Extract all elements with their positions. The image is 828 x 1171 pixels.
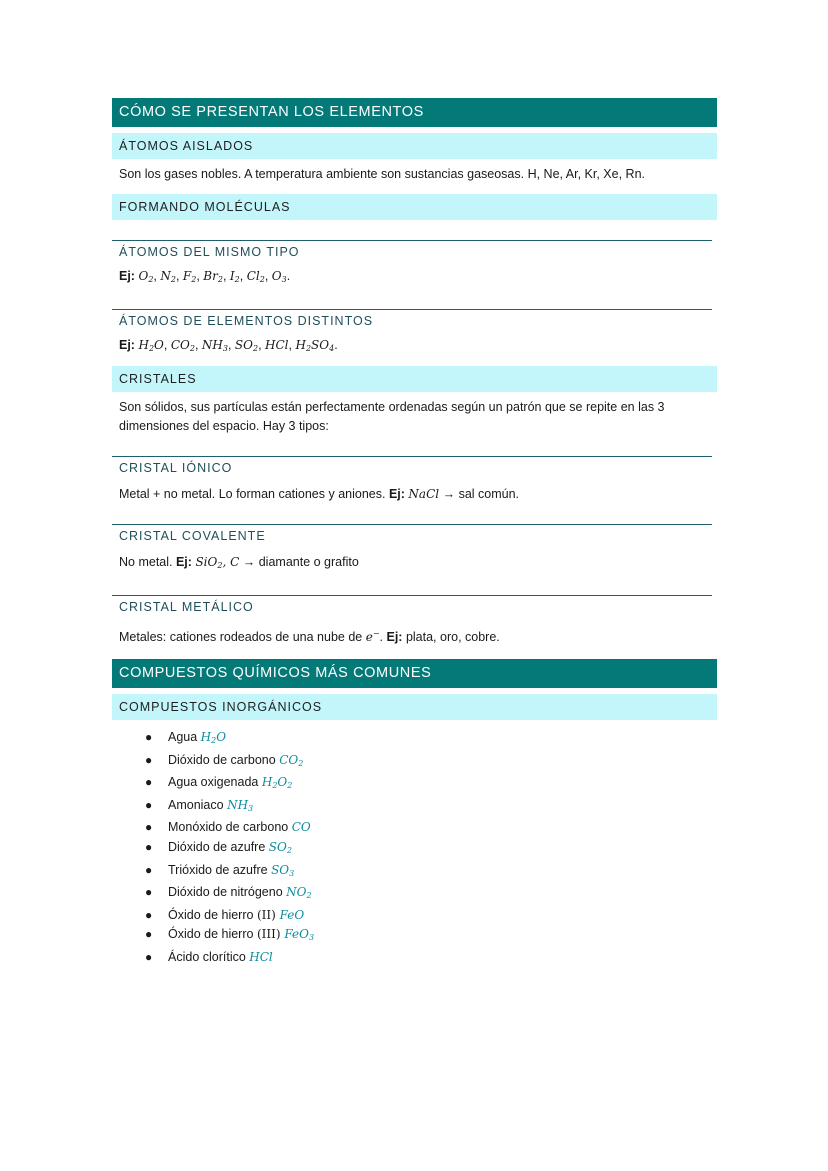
compound-name: Dióxido de azufre	[168, 839, 269, 854]
oxidation-state: (III)	[256, 927, 285, 942]
formula: $H_2O_2$	[261, 775, 293, 791]
formula-list: $O_2$, $N_2$, $F_2$, $Br_2$, $I_2$, $Cl_2$, $O_3$.	[138, 269, 291, 284]
formula: $NO_2$	[286, 885, 312, 901]
paragraph-cristal-ionico	[112, 485, 717, 504]
heading-cristal-metalico: CRISTAL METÁLICO	[112, 595, 712, 618]
bullet-icon: ●	[145, 927, 153, 942]
example-label: Ej:	[386, 630, 403, 644]
compound-name: Ácido clorítico	[168, 949, 250, 964]
formula: $Cl_2$	[246, 269, 265, 284]
formula: $SO_3$	[271, 862, 295, 878]
formula-list: $H_2O$, $CO_2$, $NH_3$, $SO_2$, HCl, $H_2SO_4$.	[138, 338, 338, 353]
heading-mismo-tipo: ÁTOMOS DEL MISMO TIPO	[112, 240, 712, 263]
formula: $CO_2$	[170, 338, 195, 353]
bullet-icon: ●	[145, 820, 153, 835]
formula: $O_3$	[271, 269, 287, 284]
paragraph-cristales: Son sólidos, sus partículas están perfectamente ordenadas según un patrón que se repite en las 3 dimensiones del espacio. Hay 3 tipos:	[119, 400, 665, 433]
formula: $NH_3$	[227, 797, 254, 813]
text: diamante o grafito	[258, 555, 359, 569]
example-label: Ej:	[119, 338, 135, 352]
bullet-icon: ●	[145, 752, 153, 767]
formula: $Br_2$	[203, 269, 223, 284]
bullet-icon: ●	[145, 907, 153, 922]
formula: $H_2SO_4$	[295, 338, 335, 353]
example-label: Ej:	[175, 555, 192, 569]
text: No metal.	[119, 555, 176, 569]
paragraph-cristal-covalente	[112, 553, 717, 575]
heading-compuestos-inorganicos: COMPUESTOS INORGÁNICOS	[112, 694, 717, 720]
example-label: Ej:	[119, 269, 135, 283]
list-item	[112, 838, 717, 861]
bullet-icon: ●	[145, 775, 153, 790]
compound-name: Monóxido de carbono	[168, 820, 292, 835]
heading-cristal-covalente: CRISTAL COVALENTE	[112, 524, 712, 547]
list-item	[112, 773, 717, 796]
bullet-icon: ●	[145, 885, 153, 900]
formula: HCl	[249, 949, 273, 964]
paragraph-atomos-aislados: Son los gases nobles. A temperatura ambiente son sustancias gaseosas. H, Ne, Ar, Kr, Xe, Rn.	[119, 167, 645, 181]
example-label: Ej:	[388, 487, 405, 501]
compound-name: Óxido de hierro	[168, 907, 257, 922]
formula: $NH_3$	[201, 338, 228, 353]
text: plata, oro, cobre.	[405, 630, 500, 644]
formula: FeO$_3$	[284, 927, 315, 943]
heading-cristal-ionico: CRISTAL IÓNICO	[112, 456, 712, 479]
formula: $N_2$	[160, 269, 176, 284]
bullet-icon: ●	[145, 839, 153, 854]
formula: $H_2O$	[138, 338, 164, 353]
compound-name: Agua oxigenada	[168, 775, 262, 790]
formula: FeO	[279, 907, 305, 922]
list-item	[112, 818, 717, 838]
list-item	[112, 925, 717, 948]
formula: $F_2$	[182, 269, 197, 284]
oxidation-state: (II)	[256, 907, 280, 922]
compound-name: Dióxido de carbono	[168, 752, 280, 767]
section-heading-elementos: CÓMO SE PRESENTAN LOS ELEMENTOS	[112, 98, 717, 127]
compound-name: Agua	[168, 730, 201, 744]
formula: $SO_2$	[268, 839, 292, 855]
formula: HCl	[265, 338, 289, 352]
formula: $CO_2$	[279, 752, 304, 768]
paragraph-cristal-metalico: Metales: cationes rodeados de una nube de e−. Ej: plata, oro, cobre.	[119, 629, 500, 644]
list-item	[112, 906, 717, 926]
formula: $O_2$	[138, 269, 154, 284]
list-item	[112, 796, 717, 819]
section-heading-compuestos: COMPUESTOS QUÍMICOS MÁS COMUNES	[112, 659, 717, 688]
arrow-icon: →	[442, 487, 456, 501]
compound-list	[112, 728, 717, 968]
compound-name: Amoniaco	[168, 797, 228, 812]
arrow-icon: →	[242, 555, 256, 569]
bullet-icon: ●	[145, 797, 153, 812]
text: sal común.	[458, 487, 520, 501]
list-item	[112, 728, 717, 751]
list-item	[112, 883, 717, 906]
heading-atomos-aislados: ÁTOMOS AISLADOS	[112, 133, 717, 159]
list-item	[112, 861, 717, 884]
formula: $H_2O$	[200, 730, 227, 745]
formula: $I_2$	[229, 269, 240, 284]
formula: $SO_2$	[234, 338, 259, 353]
bullet-icon: ●	[145, 862, 153, 877]
text: Metal + no metal. Lo forman cationes y aniones.	[119, 487, 389, 501]
bullet-icon: ●	[145, 949, 153, 964]
formula: CO	[291, 820, 311, 835]
compound-name: Dióxido de nitrógeno	[168, 885, 287, 900]
electron-symbol: e−	[365, 629, 380, 644]
formula: SiO$_2$, C	[195, 555, 240, 570]
heading-elementos-distintos: ÁTOMOS DE ELEMENTOS DISTINTOS	[112, 309, 712, 332]
compound-name: Trióxido de azufre	[168, 862, 272, 877]
list-item	[112, 751, 717, 774]
document-page	[112, 98, 717, 968]
heading-cristales: CRISTALES	[112, 366, 717, 392]
example-elementos-distintos	[112, 336, 717, 358]
formula: NaCl	[408, 487, 440, 501]
heading-formando-moleculas: FORMANDO MOLÉCULAS	[112, 194, 717, 220]
text: Metales: cationes rodeados de una nube de	[119, 630, 366, 644]
example-mismo-tipo	[112, 267, 717, 289]
bullet-icon: ●	[145, 730, 153, 744]
list-item	[112, 948, 717, 968]
compound-name: Óxido de hierro	[168, 927, 257, 942]
